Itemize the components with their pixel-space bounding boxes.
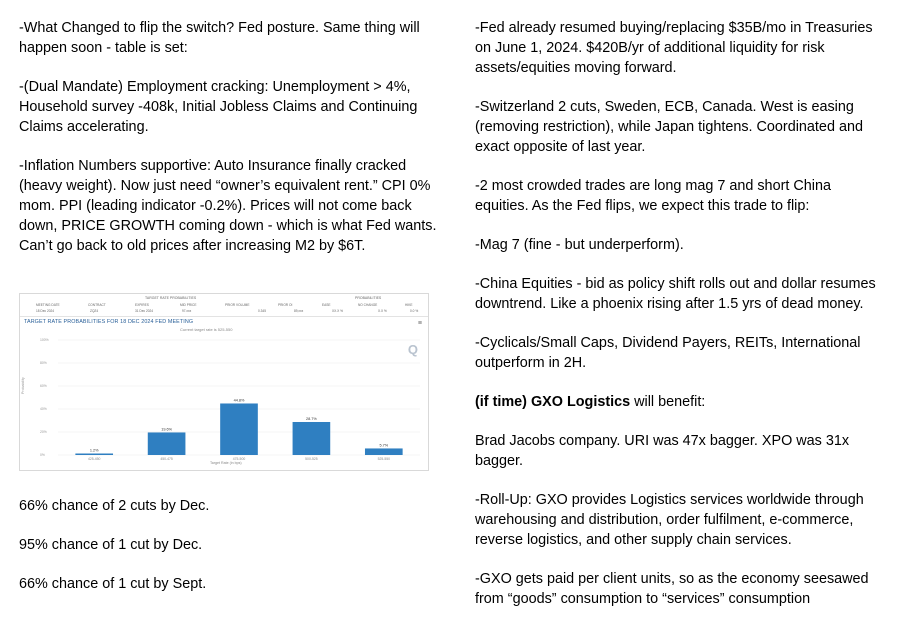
paragraph-gxo-heading xyxy=(475,392,887,412)
stat-one-cut-sept: 66% chance of 1 cut by Sept. xyxy=(19,576,207,592)
paragraph-text: -GXO gets paid per client units, so as the economy seesawed from “goods” consumption to “services” consumption xyxy=(475,571,869,607)
fedwatch-chart-image xyxy=(19,293,429,471)
paragraph-text: -2 most crowded trades are long mag 7 and short China equities. As the Fed flips, we expect this trade to flip: xyxy=(475,178,831,214)
bar-value-label: 44.8% xyxy=(233,398,245,403)
col-label: MID PRICE xyxy=(180,303,197,307)
bar-500-525[interactable] xyxy=(293,422,331,455)
bar-475-500[interactable] xyxy=(220,403,258,455)
col-value: 97.xxx xyxy=(182,309,192,313)
paragraph-brad-jacobs xyxy=(475,431,887,471)
y-tick-label: 20% xyxy=(40,430,47,435)
bar-chart-plot xyxy=(20,294,428,470)
paragraph-inflation: -Inflation Numbers supportive: Auto Insurance finally cracked (heavy weight). Now just need “owner’s equivalent rent.” CPI 0% mom. PPI (leading indicator -0.2%). Prices will not come back down, PRICE GROWTH coming down - which is what Fed wants. Can’t go back to old prices after increasing M2 by $6T. xyxy=(19,158,437,254)
stat-one-cut-dec: 95% chance of 1 cut by Dec. xyxy=(19,537,203,553)
col-label: EASE xyxy=(322,303,331,307)
col-value: X.X % xyxy=(378,309,387,313)
col-label: HIKE xyxy=(405,303,413,307)
y-axis-label: Probability xyxy=(21,377,25,394)
paragraph-text: -China Equities - bid as policy shift rolls out and dollar resumes downtrend. Like a phoenix rising after 1.5 yrs of dead money. xyxy=(475,276,876,312)
gxo-bold-label: (if time) GXO Logistics xyxy=(475,394,631,410)
bar-value-label: 28.7% xyxy=(306,416,317,421)
paragraph-fed-posture: -What Changed to flip the switch? Fed posture. Same thing will happen soon - table is set: xyxy=(19,20,420,56)
col-label: CONTRACT xyxy=(88,303,106,307)
x-tick-label: 500-525 xyxy=(305,457,318,461)
paragraph-client-units xyxy=(475,569,887,609)
x-tick-label: 425-450 xyxy=(87,457,101,461)
y-tick-label: 100% xyxy=(40,338,49,343)
bar-450-475[interactable] xyxy=(148,432,186,455)
bar-value-label: 19.6% xyxy=(161,427,172,432)
col-label: PRIOR VOLUME xyxy=(225,303,250,307)
right-column xyxy=(475,18,887,628)
paragraph-text: -Fed already resumed buying/replacing $35B/mo in Treasuries on June 1, 2024. $420B/yr of additional liquidity for risk assets/equities moving forward. xyxy=(475,20,873,76)
x-tick-label: 475-500 xyxy=(232,457,246,461)
bar-value-label: 1.2% xyxy=(89,448,99,453)
paragraph-text: will benefit: xyxy=(630,394,706,410)
y-tick-label: 40% xyxy=(40,407,47,412)
paragraph-mag7 xyxy=(475,235,887,255)
col-value: 18 Dec 2024 xyxy=(36,309,55,313)
col-value: 0.345 xyxy=(258,309,266,313)
col-value: 31 Dec 2024 xyxy=(135,309,154,313)
bar-525-550[interactable] xyxy=(365,448,403,455)
col-value: XX.X % xyxy=(332,309,343,313)
y-tick-label: 80% xyxy=(40,361,47,366)
paragraph-china-equities xyxy=(475,274,887,314)
chart-header-right-title: PROBABILITIES xyxy=(355,296,382,300)
x-axis-label: Target Rate (in bps) xyxy=(210,461,242,465)
chart-title: TARGET RATE PROBABILITIES FOR 18 DEC 2024 FED MEETING xyxy=(24,319,194,325)
y-tick-label: 60% xyxy=(40,384,47,389)
col-label: MEETING DATE xyxy=(36,303,60,307)
paragraph-text: -Mag 7 (fine - but underperform). xyxy=(475,237,684,253)
chart-subtitle: Current target rate is 525-550 xyxy=(180,327,233,332)
paragraph-crowded-trades xyxy=(475,176,887,216)
col-label: EXPIRES xyxy=(135,303,149,307)
stat-two-cuts-dec: 66% chance of 2 cuts by Dec. xyxy=(19,498,210,514)
left-column xyxy=(19,18,439,275)
x-tick-label: 525-550 xyxy=(377,457,391,461)
col-value: 89,xxx xyxy=(294,309,304,313)
col-label: PRIOR OI xyxy=(278,303,293,307)
left-column-lower xyxy=(19,496,439,613)
paragraph-fed-treasuries xyxy=(475,18,887,78)
col-value: 0.0 % xyxy=(410,309,419,313)
bar-value-label: 5.7% xyxy=(379,443,389,448)
hamburger-icon[interactable]: ≡ xyxy=(417,320,422,327)
paragraph-text: -Roll-Up: GXO provides Logistics services worldwide through warehousing and distribution, order fulfilment, e-commerce, reverse logistics, and other supply chain services. xyxy=(475,492,864,548)
paragraph-employment: -(Dual Mandate) Employment cracking: Unemployment > 4%, Household survey -408k, Initial Jobless Claims and Continuing Claims accelerating. xyxy=(19,79,418,135)
bar-425-450[interactable] xyxy=(75,454,113,456)
paragraph-roll-up xyxy=(475,490,887,550)
y-tick-label: 0% xyxy=(40,453,45,458)
chart-header-title: TARGET RATE PROBABILITIES xyxy=(145,296,197,300)
paragraph-text: Brad Jacobs company. URI was 47x bagger. XPO was 31x bagger. xyxy=(475,433,850,469)
x-tick-label: 450-475 xyxy=(160,457,173,461)
watermark-logo: Q xyxy=(407,342,418,357)
paragraph-text: -Switzerland 2 cuts, Sweden, ECB, Canada. West is easing (removing restriction), while Japan tightens. Coordinated and exact opposite of last year. xyxy=(475,99,863,155)
paragraph-global-easing xyxy=(475,97,887,157)
paragraph-cyclicals xyxy=(475,333,887,373)
paragraph-text: -Cyclicals/Small Caps, Dividend Payers, REITs, International outperform in 2H. xyxy=(475,335,861,371)
col-value: ZQZ4 xyxy=(90,309,99,313)
col-label: NO CHANGE xyxy=(358,303,378,307)
